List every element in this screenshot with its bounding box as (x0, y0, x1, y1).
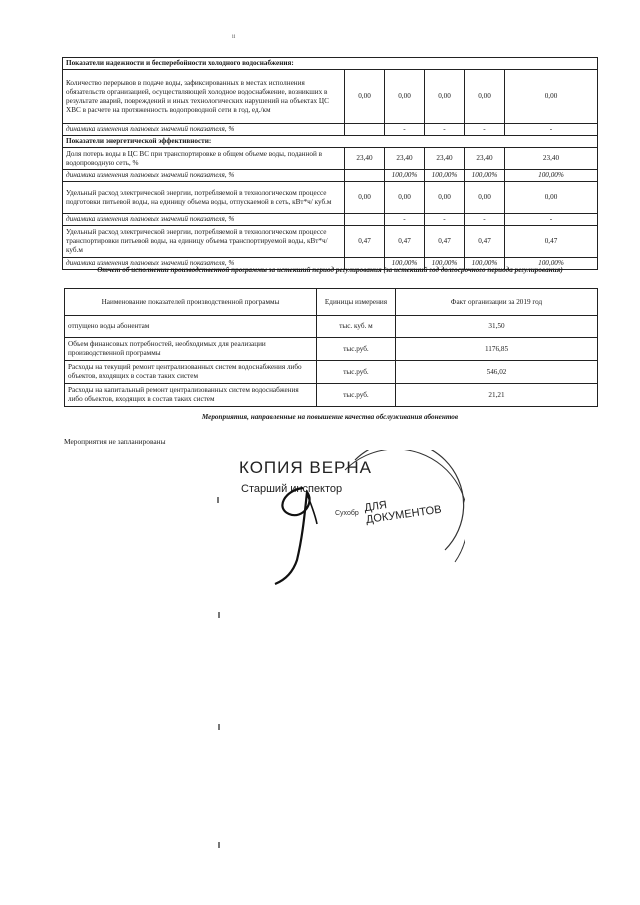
program-row-value: 31,50 (396, 316, 598, 338)
program-row-unit: тыс. куб. м (317, 316, 396, 338)
cell: 0,47 (465, 226, 505, 258)
measures-caption: Мероприятия, направленные на повышение качества обслуживания абонентов (201, 413, 459, 421)
cell: 0,00 (385, 182, 425, 214)
program-row-name: отпущено воды абонентам (65, 316, 317, 338)
cell: 100,00% (425, 258, 465, 270)
cell: - (505, 214, 598, 226)
cell: 0,47 (505, 226, 598, 258)
energy-row-label: Удельный расход электрической энергии, потребляемой в технологическом процессе подготовки питьевой воды, на единицу объема воды, отпускаемой в сеть, кВт*ч/ куб.м (63, 182, 345, 214)
stamp-title: КОПИЯ ВЕРНА (239, 458, 373, 477)
scan-mark (218, 612, 220, 618)
program-row-unit: тыс.руб. (317, 361, 396, 384)
cell: 100,00% (505, 258, 598, 270)
cell: 23,40 (425, 148, 465, 170)
program-row-unit: тыс.руб. (317, 384, 396, 407)
indicators-table (62, 57, 598, 270)
energy-row-label: Удельный расход электрической энергии, потребляемой в технологическом процессе транспортировки питьевой воды, на единицу объема транспортируемой воды, кВт*ч/ куб.м (63, 226, 345, 258)
cell: 100,00% (465, 170, 505, 182)
cell: - (385, 214, 425, 226)
cell: 0,00 (465, 70, 505, 124)
report-caption: Отчет об исполнении производственной программы за истекший период регулирования (за истекший год долгосрочного периода регулирования) (97, 266, 563, 274)
cell: - (425, 124, 465, 136)
cell: 0,00 (465, 182, 505, 214)
cell: 0,00 (425, 182, 465, 214)
stamp-small-text: Сухобр (335, 510, 359, 517)
cell (345, 170, 385, 182)
program-row-name: Расходы на текущий ремонт централизованных систем водоснабжения либо объектов, входящих в состав таких систем (65, 361, 317, 384)
measures-text: Мероприятия не запланированы (64, 437, 166, 446)
cell (345, 214, 385, 226)
cell: 100,00% (385, 258, 425, 270)
scan-mark (218, 842, 220, 848)
cell: 23,40 (345, 148, 385, 170)
scan-mark (218, 724, 220, 730)
cell: - (425, 214, 465, 226)
cell: 0,00 (425, 70, 465, 124)
cell: 23,40 (385, 148, 425, 170)
scan-mark (217, 497, 219, 503)
top-mark: ii (232, 34, 236, 40)
cell: 23,40 (465, 148, 505, 170)
energy-header: Показатели энергетической эффективности: (63, 136, 598, 148)
cell: 0,47 (425, 226, 465, 258)
energy-row-label: Доля потерь воды в ЦС ВС при транспортировке в общем объеме воды, поданной в водопроводную сеть, % (63, 148, 345, 170)
cell: 100,00% (465, 258, 505, 270)
dynamics-label: динамика изменения плановых значений показателя, % (63, 124, 345, 136)
program-row-value: 546,02 (396, 361, 598, 384)
cell: 23,40 (505, 148, 598, 170)
cell: 0,47 (385, 226, 425, 258)
certification-stamp (215, 450, 475, 590)
reliability-row-label: Количество перерывов в подаче воды, зафиксированных в местах исполнения обязательств организацией, осуществляющей холодное водоснабжение, возникших в результате аварий, повреждений и иных технологических нарушений на объектах ЦС ХВС в расчете на протяженность водопроводной сети в год, ед./км (63, 70, 345, 124)
cell: 0,00 (385, 70, 425, 124)
cell: 0,47 (345, 226, 385, 258)
column-header: Наименование показателей производственной программы (65, 289, 317, 316)
column-header: Факт организации за 2019 год (396, 289, 598, 316)
cell: - (465, 214, 505, 226)
program-row-name: Расходы на капитальный ремонт централизованных систем водоснабжения либо объектов, входящих в состав таких систем (65, 384, 317, 407)
cell: 100,00% (385, 170, 425, 182)
cell: 0,00 (505, 70, 598, 124)
stamp-arc-text: ДЛЯ ДОКУМЕНТОВ (363, 499, 443, 527)
cell: 0,00 (345, 70, 385, 124)
dynamics-label: динамика изменения плановых значений показателя, % (63, 170, 345, 182)
reliability-header: Показатели надежности и бесперебойности холодного водоснабжения: (63, 58, 598, 70)
program-row-value: 21,21 (396, 384, 598, 407)
stamp-subtitle: Старший инспектор (241, 483, 343, 495)
cell (345, 124, 385, 136)
cell: 0,00 (505, 182, 598, 214)
cell: - (385, 124, 425, 136)
cell: 100,00% (505, 170, 598, 182)
program-row-value: 1176,85 (396, 338, 598, 361)
cell: 0,00 (345, 182, 385, 214)
handwritten-signature (245, 480, 355, 585)
program-row-unit: тыс.руб. (317, 338, 396, 361)
cell: 100,00% (425, 170, 465, 182)
dynamics-label: динамика изменения плановых значений показателя, % (63, 214, 345, 226)
dynamics-label: динамика изменения плановых значений показателя, % (63, 258, 345, 270)
program-row-name: Объем финансовых потребностей, необходимых для реализации производственной программы (65, 338, 317, 361)
program-table (64, 288, 598, 407)
cell: - (505, 124, 598, 136)
cell: - (465, 124, 505, 136)
column-header: Единицы измерения (317, 289, 396, 316)
